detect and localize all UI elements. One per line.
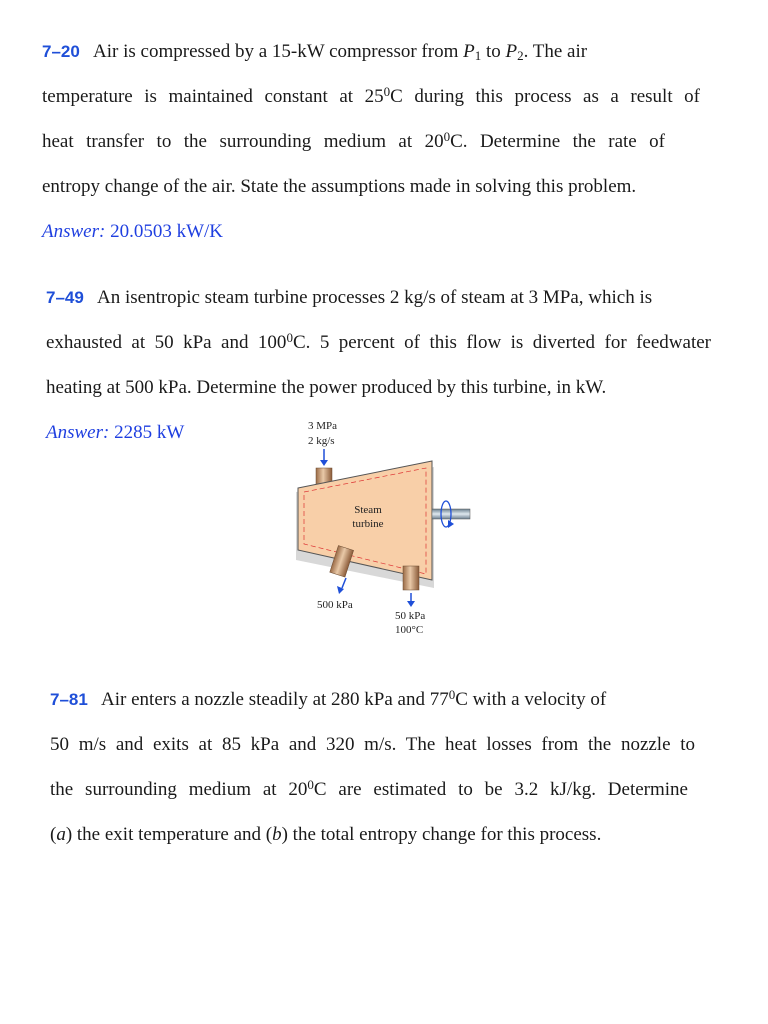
problem-7-81-line-4: (a) the exit temperature and (b) the total entropy change for this process. <box>50 824 602 845</box>
turbine-label-line-1: Steam <box>354 504 382 516</box>
steam-turbine-figure <box>286 416 486 641</box>
problem-number: 7–20 <box>42 42 80 61</box>
inlet-flow-label: 2 kg/s <box>308 435 335 447</box>
problem-7-49-line-2: exhausted at 50 kPa and $100^0C$. 5 percent of this flow is diverted for feedwater <box>46 330 711 353</box>
problem-7-20-line-3: heat transfer to the surrounding medium at $20^0C$. Determine the rate of <box>42 129 665 152</box>
extraction-pressure-label: 500 kPa <box>317 599 353 611</box>
problem-7-20-line-1: 7–20 Air is compressed by a 15-kW compressor from $P_1$ to $P_2$. The air <box>42 41 588 63</box>
exhaust-pressure-label: 50 kPa <box>395 610 426 622</box>
problem-7-49-answer: Answer: 2285 kW <box>46 422 185 443</box>
turbine-label-line-2: turbine <box>352 518 384 530</box>
problem-7-49-line-1: 7–49 An isentropic steam turbine processes 2 kg/s of steam at 3 MPa, which is <box>46 287 653 308</box>
problem-number: 7–81 <box>50 690 88 709</box>
problem-number: 7–49 <box>46 288 84 307</box>
problem-7-81-line-1: 7–81 Air enters a nozzle steadily at 280 kPa and $77^0C$ with a velocity of <box>50 687 607 710</box>
exhaust-temperature-label: 100°C <box>395 624 424 636</box>
problem-7-49-line-3: heating at 500 kPa. Determine the power produced by this turbine, in kW. <box>46 377 607 398</box>
extraction-arrow-icon <box>337 578 346 594</box>
problem-7-81-line-3: the surrounding medium at $20^0C$ are estimated to be 3.2 kJ/kg. Determine <box>50 777 688 800</box>
inlet-arrow-icon <box>320 449 328 466</box>
exhaust-arrow-icon <box>407 593 415 607</box>
problem-7-20-line-4: entropy change of the air. State the assumptions made in solving this problem. <box>42 176 637 197</box>
problem-7-20-line-2: temperature is maintained constant at $25^0C$ during this process as a result of <box>42 84 700 107</box>
exhaust-pipe <box>403 566 419 590</box>
problem-7-81-line-2: 50 m/s and exits at 85 kPa and 320 m/s. The heat losses from the nozzle to <box>50 734 695 755</box>
inlet-pressure-label: 3 MPa <box>308 420 338 432</box>
problem-7-20-answer: Answer: 20.0503 kW/K <box>42 221 224 242</box>
